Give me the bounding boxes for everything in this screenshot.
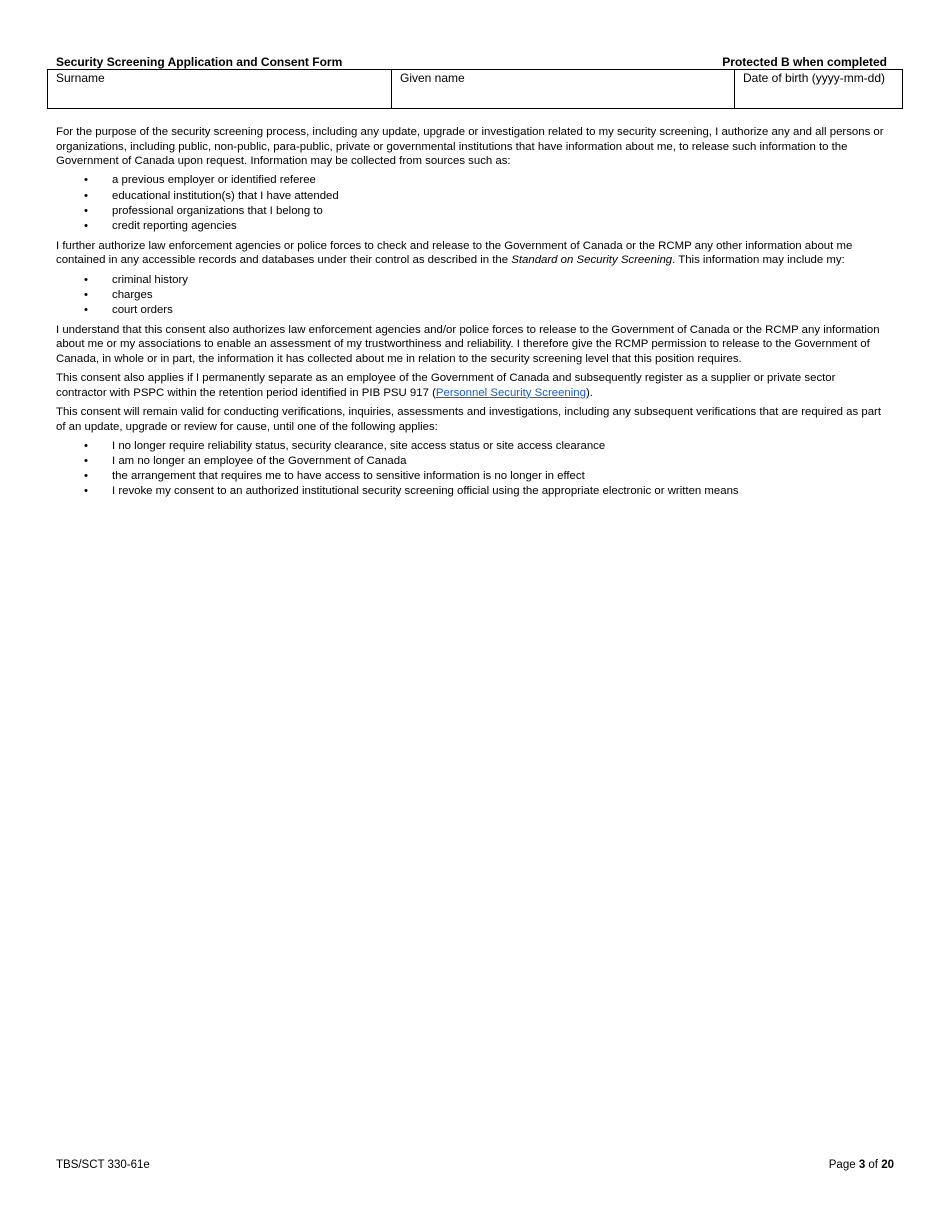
bullet-icon: • [84,439,88,452]
form-number: TBS/SCT 330-61e [56,1159,150,1171]
bullet-icon: • [84,454,88,467]
records-list [56,273,888,319]
paragraph-authorization: For the purpose of the security screening process, including any update, upgrade or investigation related to my security screening, I authorize any and all persons or organizations, including public, non-public, para-public, private or governmental institutions that have information about me, to release such information to the Government of Canada upon request. Information may be collected from sources such as: [56,126,884,168]
list-item: • credit reporting agencies [56,219,888,234]
date-of-birth-label: Date of birth (yyyy-mm-dd) [743,71,886,85]
surname-label: Surname [56,71,105,85]
form-title: Security Screening Application and Consent Form [56,55,343,69]
bullet-icon: • [84,485,88,498]
list-item: • charges [56,288,888,303]
list-item: • I no longer require reliability status, security clearance, site access status or site access clearance [56,439,888,454]
list-item: • court orders [56,303,888,318]
given-name-field[interactable] [392,70,735,108]
bullet-icon: • [84,189,88,202]
list-item: • a previous employer or identified referee [56,173,888,188]
protected-label: Protected B when completed [722,55,887,69]
list-item: • I am no longer an employee of the Government of Canada [56,454,888,469]
bullet-icon: • [84,204,88,217]
consent-body [56,125,888,504]
page-number: Page 3 of 20 [828,1159,894,1171]
given-name-label: Given name [400,71,465,85]
sources-list [56,173,888,234]
surname-field[interactable] [48,70,392,108]
bullet-icon: • [84,174,88,187]
list-item: • the arrangement that requires me to have access to sensitive information is no longer in effect [56,469,888,484]
bullet-icon: • [84,219,88,232]
paragraph-rcmp-permission: I understand that this consent also authorizes law enforcement agencies and/or police forces to release to the Government of Canada or the RCMP any information about me or my associations to enable an assessment of my trustworthiness and reliability. I therefore give the RCMP permission to release to the Government of Canada, in whole or in part, the information it has collected about me in relation to the security screening level that this position requires. [56,323,880,365]
bullet-icon: • [84,288,88,301]
personnel-security-screening-link[interactable]: Personnel Security Screening [435,386,586,399]
identity-fields-table [47,69,903,109]
paragraph-validity: This consent will remain valid for conducting verifications, inquiries, assessments and investigations, including any subsequent verifications that are required as part of an update, upgrade or review for cause, until one of the following applies: [56,405,881,433]
paragraph-law-enforcement: I further authorize law enforcement agencies or police forces to check and release to the Government of Canada or the RCMP any other information about me contained in any accessible records and databases under their control as described in the Standard on Security Screening. This information may include my: [56,239,853,267]
page-header [56,55,887,70]
bullet-icon: • [84,273,88,286]
conditions-list [56,439,888,500]
date-of-birth-field[interactable] [735,70,902,108]
paragraph-separation: This consent also applies if I permanently separate as an employee of the Government of Canada and subsequently register as a supplier or private sector contractor with PSPC within the retention period identified in PIB PSU 917 (Personnel Security Screening). [56,372,836,399]
bullet-icon: • [84,470,88,483]
bullet-icon: • [84,303,88,316]
list-item: • educational institution(s) that I have attended [56,189,888,204]
list-item: • I revoke my consent to an authorized institutional security screening official using the appropriate electronic or written means [56,484,888,499]
list-item: • professional organizations that I belong to [56,204,888,219]
standard-reference: Standard on Security Screening [511,254,673,267]
list-item: • criminal history [56,273,888,288]
